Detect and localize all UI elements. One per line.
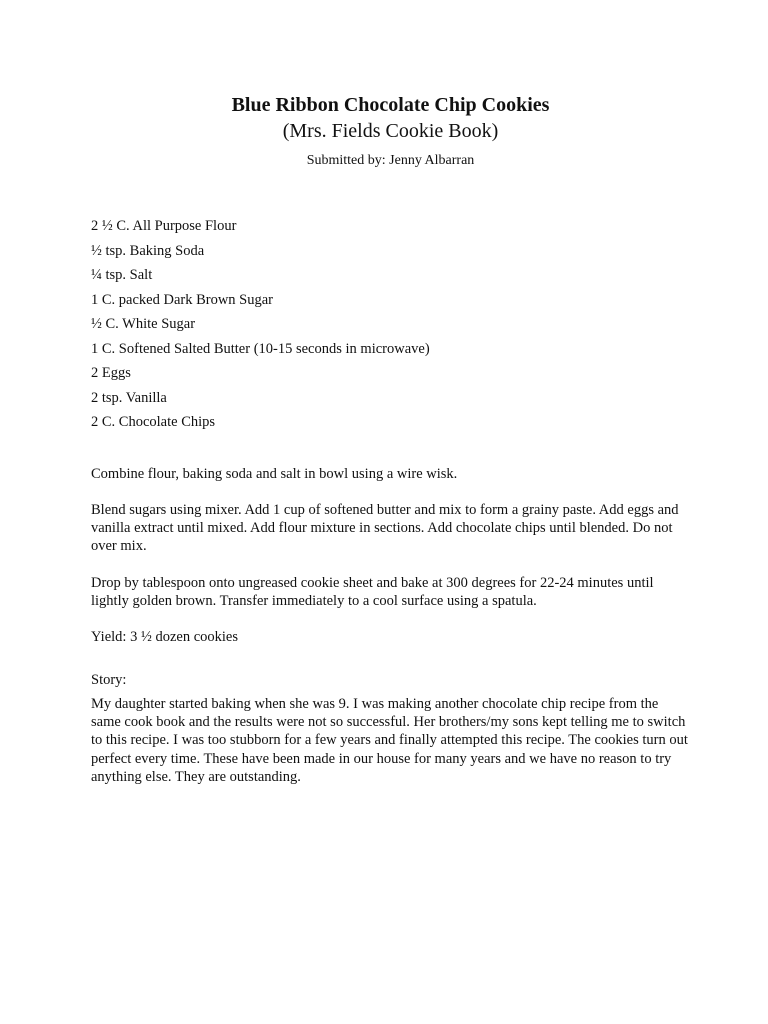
ingredient-item: 2 C. Chocolate Chips — [91, 414, 216, 430]
ingredient-item: 2 tsp. Vanilla — [91, 389, 167, 406]
ingredient-item: 1 C. packed Dark Brown Sugar — [91, 291, 274, 308]
ingredient-item: ½ tsp. Baking Soda — [91, 242, 205, 259]
recipe-header — [91, 92, 690, 170]
story-heading: Story: — [91, 671, 127, 688]
ingredient-item: 1 C. Softened Salted Butter (10-15 seconds in microwave) — [91, 340, 430, 357]
submitted-by: Submitted by: Jenny Albarran — [306, 153, 475, 168]
recipe-yield: Yield: 3 ½ dozen cookies — [91, 629, 238, 646]
ingredient-list — [91, 214, 690, 435]
recipe-title: Blue Ribbon Chocolate Chip Cookies — [231, 94, 550, 116]
ingredient-item: 2 Eggs — [91, 365, 131, 381]
ingredient-item: ¼ tsp. Salt — [91, 267, 153, 283]
recipe-source: (Mrs. Fields Cookie Book) — [282, 120, 499, 142]
instruction-step: Drop by tablespoon onto ungreased cookie sheet and bake at 300 degrees for 22-24 minutes until lightly golden brown. Transfer immediately to a cool surface using a spatula. — [91, 574, 654, 609]
ingredient-item: 2 ½ C. All Purpose Flour — [91, 218, 237, 234]
instruction-step: Blend sugars using mixer. Add 1 cup of softened butter and mix to form a grainy paste. Add eggs and vanilla extract until mixed. Add flour mixture in sections. Add chocolate chips until blended. Do not over mix. — [91, 501, 679, 555]
instruction-step: Combine flour, baking soda and salt in bowl using a wire wisk. — [91, 465, 458, 482]
story-paragraph: My daughter started baking when she was 9. I was making another chocolate chip recipe from the same cook book and the results were not so successful. Her brothers/my sons kept telling me to switch to this recipe. I was too stubborn for a few years and finally attempted this recipe. The cookies turn out perfect every time. These have been made in our house for many years and we have no reason to try anything else. They are outstanding. — [91, 695, 688, 786]
ingredient-item: ½ C. White Sugar — [91, 316, 196, 332]
